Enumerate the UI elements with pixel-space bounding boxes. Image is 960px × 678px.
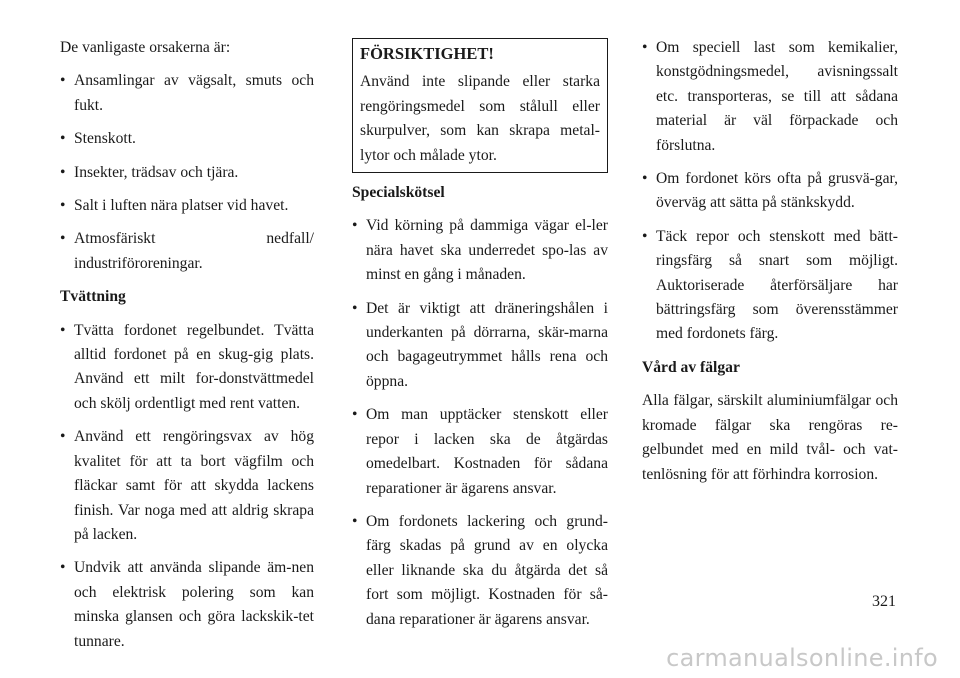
- special-care-list-continued: [642, 36, 898, 347]
- special-care-heading: Specialskötsel: [352, 184, 445, 202]
- list-item: • Om fordonet körs ofta på grusvä-gar, överväg att sätta på stänkskydd.: [642, 167, 898, 216]
- caution-body: Använd inte slipande eller starka rengöringsmedel som stålull eller skurpulver, som kan skrapa metal-lytor och målade ytor.: [360, 73, 600, 164]
- list-item: • Ansamlingar av vägsalt, smuts och fukt.: [60, 69, 314, 118]
- caution-title: FÖRSIKTIGHET!: [360, 44, 494, 63]
- list-item: • Stenskott.: [60, 127, 314, 151]
- column-middle: [352, 36, 608, 641]
- special-care-list: [352, 214, 608, 632]
- washing-list: [60, 319, 314, 654]
- list-item: • Om man upptäcker stenskott eller repor i lacken ska de åtgärdas omedelbart. Kostnaden för sådana reparationer är ägarens ansvar.: [352, 403, 608, 501]
- column-left: [60, 36, 314, 663]
- list-item: • Om speciell last som kemikalier, konstgödningsmedel, avisningssalt etc. transporteras, se till att sådana material är väl förpackade och förslutna.: [642, 36, 898, 158]
- list-item: • Använd ett rengöringsvax av hög kvalitet för att ta bort vägfilm och fläckar samt för att skydda lackens finish. Var noga med att aldrig skrapa på lacken.: [60, 425, 314, 547]
- watermark: carmanualsonline.info: [666, 644, 938, 672]
- list-item: • Täck repor och stenskott med bätt-ringsfärg så snart som möjligt. Auktoriserade återförsäljare har bättringsfärg som överensstämmer med fordonets färg.: [642, 225, 898, 347]
- column-right: [642, 36, 898, 496]
- list-item: • Atmosfäriskt nedfall/ industriföroreningar.: [60, 227, 314, 276]
- list-item: • Undvik att använda slipande äm-nen och elektrisk polering som kan minska glansen och göra lackskik-tet tunnare.: [60, 556, 314, 654]
- list-item: • Det är viktigt att dräneringshålen i underkanten på dörrarna, skär-marna och bagageutrymmet hålls rena och öppna.: [352, 297, 608, 395]
- causes-intro: De vanligaste orsakerna är:: [60, 39, 231, 56]
- list-item: • Insekter, trädsav och tjära.: [60, 161, 314, 185]
- wheel-care-text: Alla fälgar, särskilt aluminiumfälgar och kromade fälgar ska rengöras re-gelbundet med en mild tvål- och vat-tenlösning för att förhindra korrosion.: [642, 392, 898, 483]
- list-item: • Tvätta fordonet regelbundet. Tvätta alltid fordonet på en skug-gig plats. Använd ett milt for-donstvättmedel och skölj ordentligt med rent vatten.: [60, 319, 314, 417]
- list-item: • Salt i luften nära platser vid havet.: [60, 194, 314, 218]
- page-number: 321: [872, 593, 896, 610]
- wheel-care-heading: Vård av fälgar: [642, 358, 740, 376]
- list-item: • Vid körning på dammiga vägar el-ler nära havet ska underredet spo-las av minst en gång i månaden.: [352, 214, 608, 287]
- caution-box: [352, 38, 608, 173]
- washing-heading: Tvättning: [60, 288, 126, 306]
- list-item: • Om fordonets lackering och grund-färg skadas på grund av en olycka eller liknande ska du åtgärda det så fort som möjligt. Kostnaden för så-dana reparationer är ägarens ansvar.: [352, 510, 608, 632]
- causes-list: [60, 69, 314, 276]
